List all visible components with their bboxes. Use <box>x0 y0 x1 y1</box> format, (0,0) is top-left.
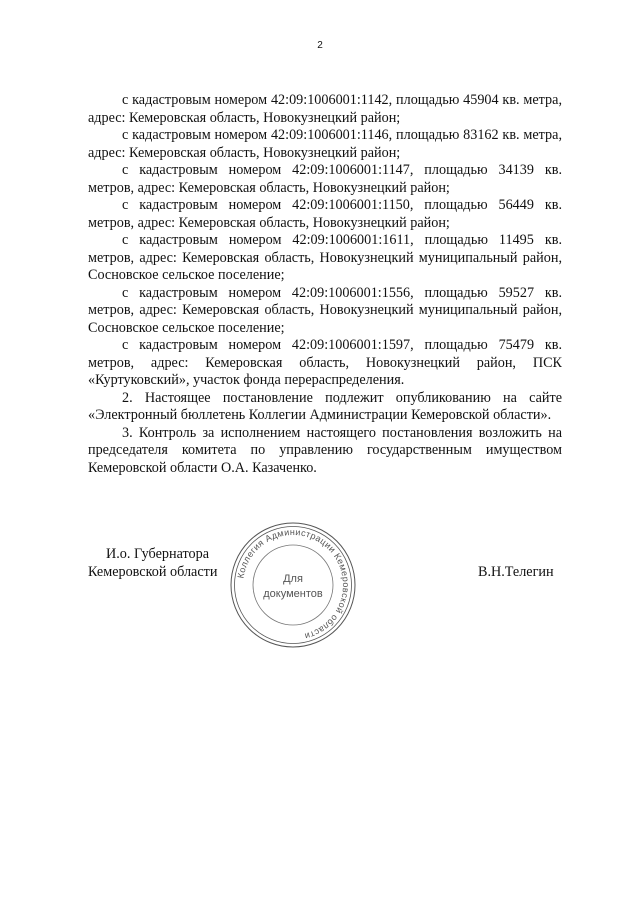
list-item: с кадастровым номером 42:09:1006001:1150, площадью 56449 кв. метров, адрес: Кемеровская область, Новокузнецкий район; <box>88 197 562 231</box>
official-seal-stamp <box>228 520 358 650</box>
list-item: с кадастровым номером 42:09:1006001:1147, площадью 34139 кв. метров, адрес: Кемеровская область, Новокузнецкий район; <box>88 162 562 196</box>
signatory-name: В.Н.Телегин <box>478 564 554 580</box>
seal-ring-text: Коллегия Администрации Кемеровской области <box>235 526 352 642</box>
publication-paragraph: 2. Настоящее постановление подлежит опубликованию на сайте «Электронный бюллетень Коллегии Администрации Кемеровской области». <box>88 389 562 423</box>
list-item: с кадастровым номером 42:09:1006001:1142, площадью 45904 кв. метра, адрес: Кемеровская область, Новокузнецкий район; <box>88 92 562 126</box>
document-body <box>88 92 562 477</box>
list-item: с кадастровым номером 42:09:1006001:1146, площадью 83162 кв. метра, адрес: Кемеровская область, Новокузнецкий район; <box>88 127 562 161</box>
seal-center-line1: Для <box>283 573 303 585</box>
signatory-position <box>88 546 217 581</box>
list-item: с кадастровым номером 42:09:1006001:1597, площадью 75479 кв. метров, адрес: Кемеровская область, Новокузнецкий район, ПСК «Куртуковский», участок фонда перераспределения. <box>88 337 562 388</box>
seal-center-line2: документов <box>263 588 323 600</box>
control-paragraph: 3. Контроль за исполнением настоящего постановления возложить на председателя комитета по управлению государственным имуществом Кемеровской области О.А. Казаченко. <box>88 424 562 476</box>
signatory-position-line2: Кемеровской области <box>88 563 218 580</box>
list-item: с кадастровым номером 42:09:1006001:1611, площадью 11495 кв. метров, адрес: Кемеровская область, Новокузнецкий муниципальный район, Сосновское сельское поселение; <box>88 232 562 283</box>
signatory-position-line1: И.о. Губернатора <box>106 546 209 562</box>
page-number: 2 <box>317 40 323 51</box>
list-item: с кадастровым номером 42:09:1006001:1556, площадью 59527 кв. метров, адрес: Кемеровская область, Новокузнецкий муниципальный район, Сосновское сельское поселение; <box>88 284 562 336</box>
